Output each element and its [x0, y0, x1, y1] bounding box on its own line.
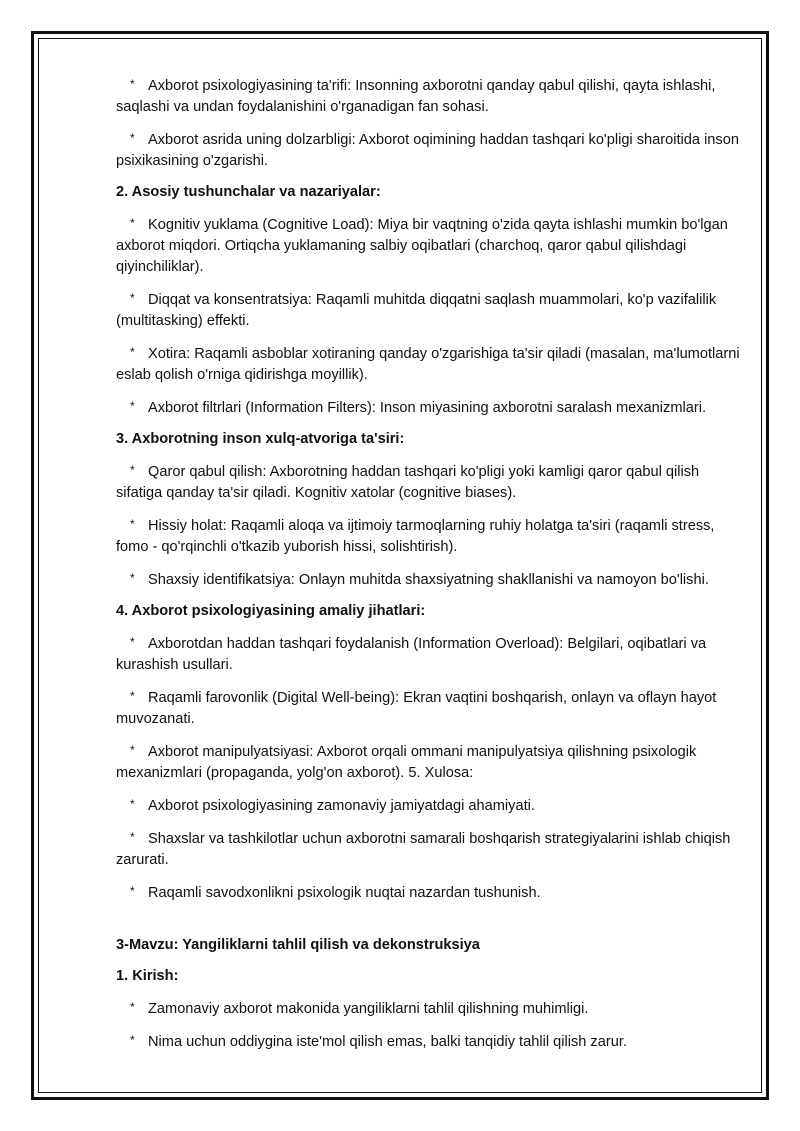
bullet-item — [116, 396, 744, 419]
document-body — [116, 74, 744, 1063]
bullet-marker: * — [130, 571, 135, 585]
bullet-item — [116, 794, 744, 817]
bullet-text: Raqamli savodxonlikni psixologik nuqtai nazardan tushunish. — [148, 885, 541, 901]
bullet-item — [116, 686, 744, 730]
bullet-marker: * — [130, 216, 135, 230]
bullet-marker: * — [130, 517, 135, 531]
bullet-text: Axborot psixologiyasining ta'rifi: Insonning axborotni qanday qabul qilishi, qayta ishlashi, saqlashi va undan foydalanishini o'rganadigan fan sohasi. — [116, 78, 716, 115]
bullet-marker: * — [130, 743, 135, 757]
bullet-marker: * — [130, 77, 135, 91]
section-heading: 3. Axborotning inson xulq-atvoriga ta'siri: — [116, 431, 405, 447]
bullet-item — [116, 827, 744, 871]
bullet-text: Axborot manipulyatsiyasi: Axborot orqali ommani manipulyatsiya qilishning psixologik mexanizmlari (propaganda, yolg'on axborot). 5. Xulosa: — [116, 744, 697, 781]
bullet-item — [116, 342, 744, 386]
bullet-item — [116, 213, 744, 278]
bullet-marker: * — [130, 884, 135, 898]
bullet-marker: * — [130, 1033, 135, 1047]
bullet-text: Xotira: Raqamli asboblar xotiraning qanday o'zgarishiga ta'sir qiladi (masalan, ma'lumotlarni eslab qolish o'rniga qidirishga moyillik). — [116, 346, 740, 383]
bullet-text: Nima uchun oddiygina iste'mol qilish emas, balki tanqidiy tahlil qilish zarur. — [148, 1034, 627, 1050]
bullet-item — [116, 74, 744, 118]
bullet-text: Qaror qabul qilish: Axborotning haddan tashqari ko'pligi yoki kamligi qaror qabul qilish sifatiga qanday ta'sir qiladi. Kognitiv xatolar (cognitive biases). — [116, 464, 700, 501]
bullet-item — [116, 740, 744, 784]
bullet-text: Raqamli farovonlik (Digital Well-being): Ekran vaqtini boshqarish, onlayn va oflayn hayot muvozanati. — [116, 690, 717, 727]
bullet-item — [116, 288, 744, 332]
bullet-text: Axborot asrida uning dolzarbligi: Axborot oqimining haddan tashqari ko'pligi sharoitida inson psixikasining o'zgarishi. — [116, 132, 739, 169]
bullet-text: Zamonaviy axborot makonida yangiliklarni tahlil qilishning muhimligi. — [148, 1001, 589, 1017]
bullet-text: Axborot psixologiyasining zamonaviy jamiyatdagi ahamiyati. — [148, 798, 535, 814]
bullet-text: Shaxslar va tashkilotlar uchun axborotni samarali boshqarish strategiyalarini ishlab chiqish zarurati. — [116, 831, 731, 868]
bullet-marker: * — [130, 463, 135, 477]
bullet-item — [116, 881, 744, 904]
bullet-item — [116, 128, 744, 172]
bullet-marker: * — [130, 797, 135, 811]
section-heading: 2. Asosiy tushunchalar va nazariyalar: — [116, 184, 381, 200]
bullet-marker: * — [130, 635, 135, 649]
bullet-text: Shaxsiy identifikatsiya: Onlayn muhitda shaxsiyatning shakllanishi va namoyon bo'lishi. — [148, 572, 709, 588]
bullet-marker: * — [130, 291, 135, 305]
bullet-item — [116, 997, 744, 1020]
bullet-text: Hissiy holat: Raqamli aloqa va ijtimoiy tarmoqlarning ruhiy holatga ta'siri (raqamli stress, fomo - qo'rqinchli o'tkazib yuborish hissi, solishtirish). — [116, 518, 715, 555]
bullet-marker: * — [130, 689, 135, 703]
bullet-text: Axborot filtrlari (Information Filters): Inson miyasining axborotni saralash mexanizmlari. — [148, 400, 707, 416]
section-spacer — [116, 914, 744, 935]
bullet-text: Axborotdan haddan tashqari foydalanish (Information Overload): Belgilari, oqibatlari va kurashish usullari. — [116, 636, 707, 673]
bullet-marker: * — [130, 830, 135, 844]
bullet-item — [116, 568, 744, 591]
bullet-item — [116, 514, 744, 558]
section-heading: 4. Axborot psixologiyasining amaliy jihatlari: — [116, 603, 426, 619]
bullet-item — [116, 1030, 744, 1053]
bullet-text: Diqqat va konsentratsiya: Raqamli muhitda diqqatni saqlash muammolari, ko'p vazifalilik (multitasking) effekti. — [116, 292, 717, 329]
bullet-marker: * — [130, 399, 135, 413]
bullet-marker: * — [130, 1000, 135, 1014]
bullet-item — [116, 460, 744, 504]
section-heading: 1. Kirish: — [116, 968, 179, 984]
bullet-text: Kognitiv yuklama (Cognitive Load): Miya bir vaqtning o'zida qayta ishlashi mumkin bo'lgan axborot miqdori. Ortiqcha yuklamaning salbiy oqibatlari (charchoq, qaror qabul qilishdagi qiyinchiliklar). — [116, 217, 728, 275]
bullet-item — [116, 632, 744, 676]
section-heading: 3-Mavzu: Yangiliklarni tahlil qilish va dekonstruksiya — [116, 937, 480, 953]
bullet-marker: * — [130, 345, 135, 359]
bullet-marker: * — [130, 131, 135, 145]
